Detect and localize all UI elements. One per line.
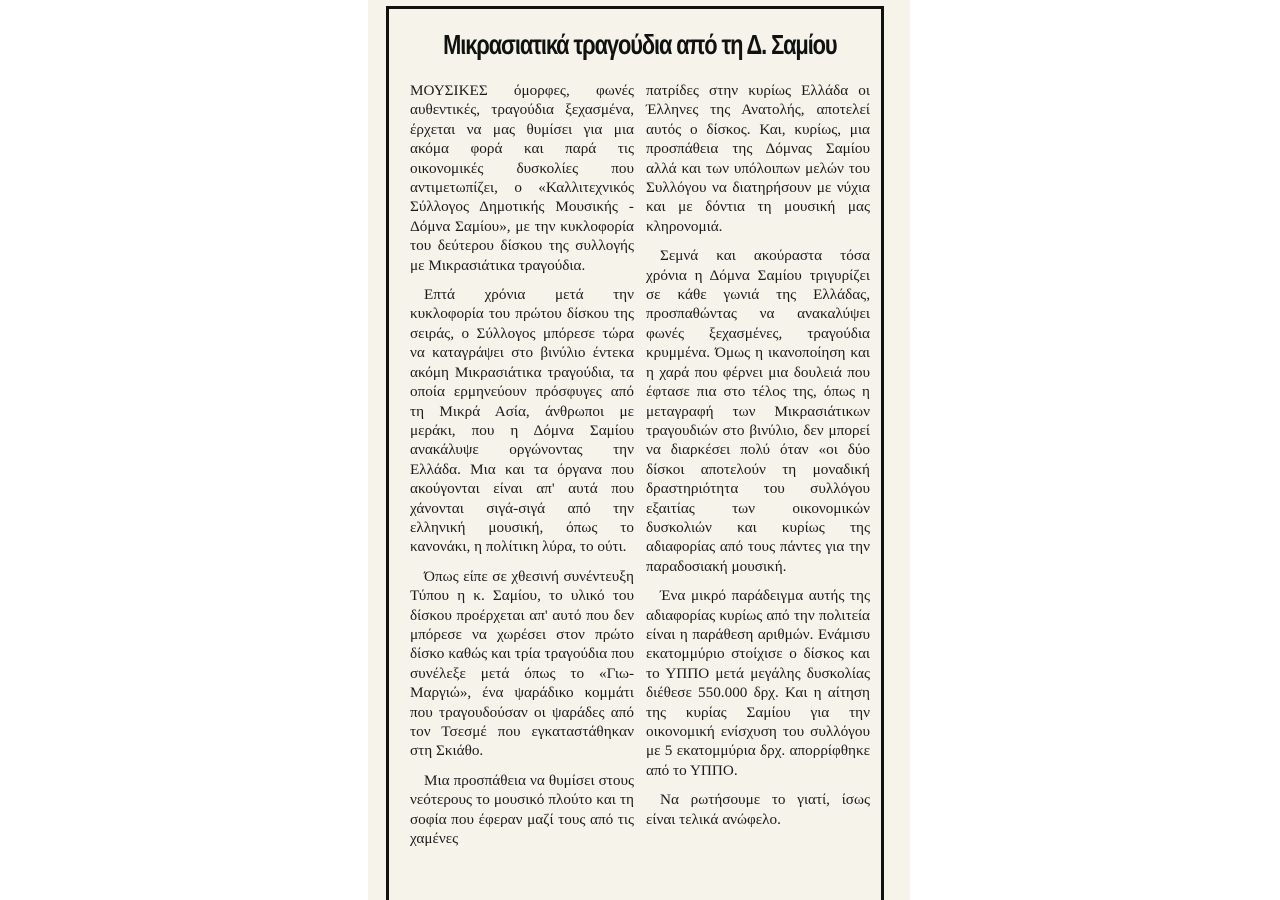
article-frame [386, 6, 884, 900]
article-column-right [646, 81, 870, 839]
paragraph: Να ρωτήσουμε το γιατί, ίσως είναι τελικά ανώφελο. [646, 791, 870, 828]
newspaper-clipping [368, 0, 910, 900]
paragraph: Ένα μικρό παράδειγμα αυτής της αδιαφορίας κυρίως από την πολιτεία είναι η παράθεση αριθμών. Ενάμισυ εκατομμύριο στοίχισε ο δίσκος και το ΥΠΠΟ μετά μεγάλης δυσκολίας διέθεσε 550.000 δρχ. Και η αίτηση της κυρίας Σαμίου για την οικονομική ενίσχυση του συλλόγου με 5 εκατομμύρια δρχ. απορρίφθηκε από το ΥΠΠΟ. [646, 587, 870, 779]
paragraph: πατρίδες στην κυρίως Ελλάδα οι Έλληνες της Ανατολής, αποτελεί αυτός ο δίσκος. Και, κυρίως, μια προσπάθεια της Δόμνας Σαμίου αλλά και των υπόλοιπων μελών του Συλλόγου να διατηρήσουν με νύχια και με δόντια τη μουσική μας κληρονομιά. [646, 82, 870, 235]
paragraph: Όπως είπε σε χθεσινή συνέντευξη Τύπου η κ. Σαμίου, το υλικό του δίσκου προέρχεται απ' αυτό που δεν μπόρεσε να χωρέσει στον πρώτο δίσκο καθώς και τρία τραγούδια που συνέλεξε μετά όπως το «Γιω-Μαργιώ», ένα ψαράδικο κομμάτι που τραγουδούσαν οι ψαράδες από τον Τσεσμέ που εγκαταστάθηκαν στη Σκιάθο. [410, 567, 634, 760]
paragraph: Σεμνά και ακούραστα τόσα χρόνια η Δόμνα Σαμίου τριγυρίζει σε κάθε γωνιά της Ελλάδας, προσπαθώντας να ανακαλύψει φωνές ξεχασμένες, τραγούδια κρυμμένα. Όμως η ικανοποίηση και η χαρά που φέρνει μια δουλειά που έφτασε πια στο τέλος της, όπως η μεταγραφή των Μικρασιάτικων τραγουδιών στο βινύλιο, δεν μπορεί να διαρκέσει πολύ όταν «οι δύο δίσκοι αποτελούν τη μοναδική δραστηριότητα του συλλόγου εξαιτίας των οικονομικών δυσκολιών και κυρίως της αδιαφορίας από τους πάντες για την παραδοσιακή μουσική. [646, 247, 870, 575]
paragraph: Επτά χρόνια μετά την κυκλοφορία του πρώτου δίσκου της σειράς, ο Σύλλογος μπόρεσε τώρα να καταγράψει στο βινύλιο έντεκα ακόμη Μικρασιάτικα τραγούδια, τα οποία ερμηνεύουν πρόσφυγες από τη Μικρά Ασία, άνθρωποι με μεράκι, που η Δόμνα Σαμίου ανακάλυψε οργώνοντας την Ελλάδα. Μια και τα όργανα που ακούγονται είναι απ' αυτά που χάνονται σιγά-σιγά από την ελληνική μουσική, όπως το κανονάκι, η πολίτικη λύρα, το ούτι. [410, 286, 634, 556]
paragraph: Μια προσπάθεια να θυμίσει στους νεότερους το μουσικό πλούτο και τη σοφία που έφεραν μαζί τους από τις χαμένες [410, 771, 634, 848]
article-column-left [410, 81, 634, 858]
article-headline: Μικρασιατικά τραγούδια από τη Δ. Σαμίου [443, 29, 837, 60]
paragraph: ΜΟΥΣΙΚΕΣ όμορφες, φωνές αυθεντικές, τραγούδια ξεχασμένα, έρχεται να μας θυμίσει για μια ακόμα φορά και παρά τις οικονομικές δυσκολίες που αντιμετωπίζει, ο «Καλλιτεχνικός Σύλλογος Δημοτικής Μουσικής - Δόμνα Σαμίου», με την κυκλοφορία του δεύτερου δίσκου της συλλογής με Μικρασιάτικα τραγούδια. [410, 82, 634, 274]
